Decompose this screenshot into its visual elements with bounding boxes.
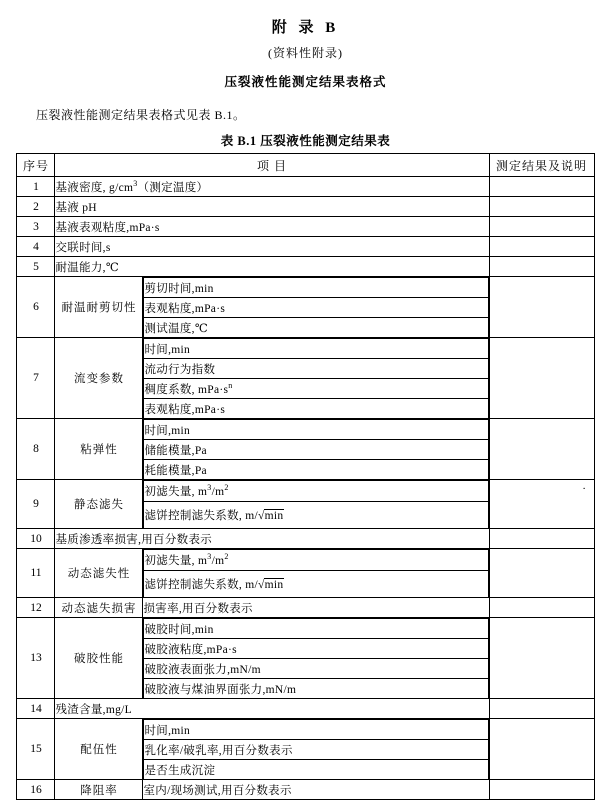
subitem: 测试温度,℃ — [144, 318, 488, 338]
row-no: 16 — [17, 780, 55, 800]
row-item: 基质渗透率损害,用百分数表示 — [55, 529, 489, 549]
table-row — [17, 549, 594, 598]
subitem: 时间,min — [144, 339, 488, 359]
subitem: 剪切时间,min — [144, 278, 488, 298]
row-result — [489, 598, 594, 618]
table-row — [17, 338, 594, 419]
table-row — [17, 419, 594, 480]
table-row — [17, 529, 594, 549]
row-result — [489, 719, 594, 780]
subitem: 乳化率/破乳率,用百分数表示 — [144, 740, 488, 760]
table-row — [17, 177, 594, 197]
subitem: 时间,min — [144, 720, 488, 740]
appendix-name: 压裂液性能测定结果表格式 — [224, 75, 387, 89]
row-no: 4 — [17, 237, 55, 257]
row-item: 降阻率 — [55, 780, 143, 800]
row-item: 基液表观粘度,mPa·s — [55, 217, 489, 237]
row-no: 1 — [17, 177, 55, 197]
row-item: 基液 pH — [55, 197, 489, 217]
row-item: 动态滤失性 — [55, 549, 143, 598]
row-result — [489, 480, 594, 529]
row-result — [489, 277, 594, 338]
row-subitems — [143, 719, 489, 780]
table-row — [17, 277, 594, 338]
subitem: 表观粘度,mPa·s — [144, 399, 488, 419]
table-row — [17, 257, 594, 277]
row-subitems: 室内/现场测试,用百分数表示 — [143, 780, 489, 800]
row-result — [489, 549, 594, 598]
row-item: 基液密度, $g/cm^3$（测定温度） — [55, 177, 489, 197]
table-row — [17, 217, 594, 237]
row-item: 静态滤失 — [55, 480, 143, 529]
row-no: 7 — [17, 338, 55, 419]
table-row — [17, 780, 594, 800]
row-item: 粘弹性 — [55, 419, 143, 480]
table-row — [17, 237, 594, 257]
row-result — [489, 419, 594, 480]
table-row — [17, 618, 594, 699]
row-no: 15 — [17, 719, 55, 780]
table-row — [17, 699, 594, 719]
row-result — [489, 217, 594, 237]
row-no: 10 — [17, 529, 55, 549]
subitem: 初滤失量, $m^3/m^2$ — [144, 481, 488, 502]
subitem: 耗能模量,Pa — [144, 460, 488, 480]
row-result — [489, 529, 594, 549]
table-row — [17, 598, 594, 618]
row-result — [489, 237, 594, 257]
row-no: 2 — [17, 197, 55, 217]
table-header-row — [17, 154, 594, 177]
row-result — [489, 197, 594, 217]
row-subitems — [143, 338, 489, 419]
row-no: 12 — [17, 598, 55, 618]
subitem: 破胶液表面张力,mN/m — [144, 659, 488, 679]
table-row — [17, 719, 594, 780]
row-subitems — [143, 618, 489, 699]
row-result — [489, 257, 594, 277]
row-item: 动态滤失损害 — [55, 598, 143, 618]
row-item: 流变参数 — [55, 338, 143, 419]
row-result — [489, 338, 594, 419]
row-result — [489, 699, 594, 719]
subitem: 时间,min — [144, 420, 488, 440]
row-no: 14 — [17, 699, 55, 719]
row-no: 5 — [17, 257, 55, 277]
subitem: 流动行为指数 — [144, 359, 488, 379]
row-subitems — [143, 419, 489, 480]
lead-paragraph: 压裂液性能测定结果表格式见表 B.1。 — [36, 108, 246, 122]
row-item: 耐温耐剪切性 — [55, 277, 143, 338]
row-subitems — [143, 480, 489, 529]
table-row — [17, 197, 594, 217]
row-item: 耐温能力,℃ — [55, 257, 489, 277]
row-no: 6 — [17, 277, 55, 338]
header-no: 序号 — [17, 154, 55, 177]
subitem: 储能模量,Pa — [144, 440, 488, 460]
row-result — [489, 618, 594, 699]
document-page — [0, 16, 611, 797]
row-item: 残渣含量,mg/L — [55, 699, 489, 719]
row-no: 13 — [17, 618, 55, 699]
row-no: 8 — [17, 419, 55, 480]
row-subitems — [143, 277, 489, 338]
row-result — [489, 780, 594, 800]
row-no: 9 — [17, 480, 55, 529]
header-item: 项 目 — [55, 154, 489, 177]
subitem: 破胶液与煤油界面张力,mN/m — [144, 679, 488, 699]
row-subitems — [143, 549, 489, 598]
subitem: 初滤失量, $m^3/m^2$ — [144, 550, 488, 571]
row-result — [489, 177, 594, 197]
subitem: 滤饼控制滤失系数, m/√min — [144, 502, 488, 529]
subitem: 稠度系数, $mPa\cdot s^n$ — [144, 379, 488, 399]
result-dot-mark: . — [582, 480, 586, 492]
appendix-title: 附 录 B — [271, 20, 340, 36]
title-block — [0, 16, 611, 90]
subitem: 破胶液粘度,mPa·s — [144, 639, 488, 659]
table-row — [17, 480, 594, 529]
subitem: 滤饼控制滤失系数, m/√min — [144, 571, 488, 598]
row-no: 3 — [17, 217, 55, 237]
row-item: 破胶性能 — [55, 618, 143, 699]
subitem: 表观粘度,mPa·s — [144, 298, 488, 318]
table-caption: 表 B.1 压裂液性能测定结果表 — [220, 134, 391, 148]
fracturing-fluid-results-table — [16, 153, 594, 800]
row-item: 交联时间,s — [55, 237, 489, 257]
row-no: 11 — [17, 549, 55, 598]
header-result: 测定结果及说明 — [489, 154, 594, 177]
subitem: 是否生成沉淀 — [144, 760, 488, 780]
subitem: 破胶时间,min — [144, 619, 488, 639]
row-item: 配伍性 — [55, 719, 143, 780]
row-subitems: 损害率,用百分数表示 — [143, 598, 489, 618]
appendix-subtitle: (资料性附录) — [268, 46, 343, 60]
